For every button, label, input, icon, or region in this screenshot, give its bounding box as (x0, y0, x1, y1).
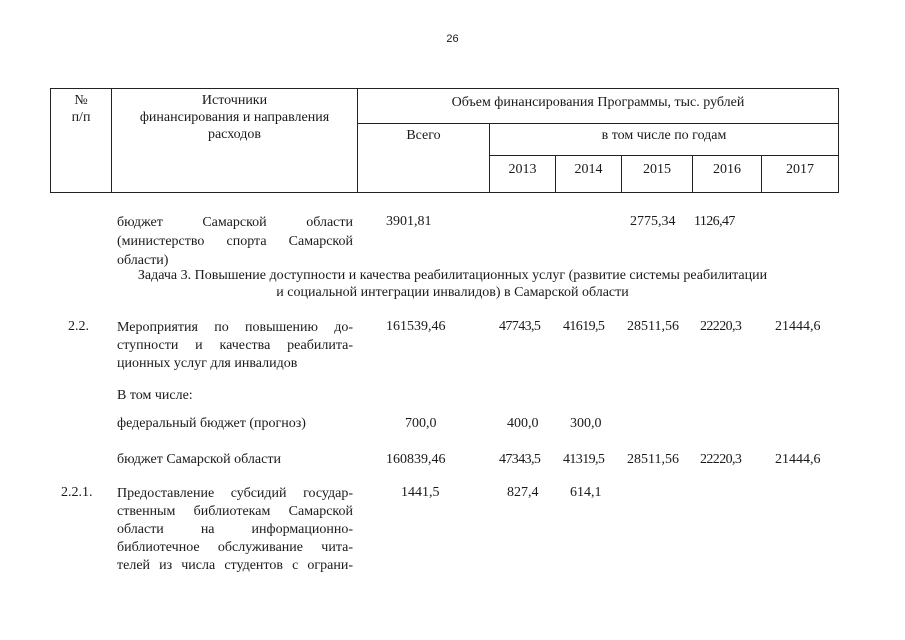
row-total: 1441,5 (401, 485, 440, 500)
row-label-line: ственным библиотекам Самарской (117, 504, 353, 519)
row-label-line: области) (117, 253, 169, 268)
task-heading-line: Задача 3. Повышение доступности и качества реабилитационных услуг (развитие системы реабилитации (137, 268, 768, 283)
row-value-2014: 41319,5 (563, 452, 605, 467)
row-value-2017: 21444,6 (775, 319, 821, 334)
header-year-2016: 2016 (713, 162, 741, 177)
row-number: 2.2. (68, 319, 89, 334)
row-label-line: Мероприятия по повышению до- (117, 320, 353, 335)
row-label-line: библиотечное обслуживание чита- (117, 540, 353, 555)
header-col-no-line: № (74, 93, 88, 108)
row-value-2014: 300,0 (570, 416, 602, 431)
row-value-2015: 2775,34 (630, 214, 676, 229)
header-year-2015: 2015 (643, 162, 671, 177)
row-label-line: (министерство спорта Самарской (117, 234, 353, 249)
header-col-total: Всего (406, 128, 441, 143)
task-heading-line: и социальной интеграции инвалидов) в Самарской области (276, 285, 629, 300)
row-value-2013: 47343,5 (499, 452, 541, 467)
header-year-2017: 2017 (786, 162, 814, 177)
row-value-2016: 22220,3 (700, 319, 742, 334)
row-total: 161539,46 (386, 319, 446, 334)
row-value-2015: 28511,56 (627, 452, 679, 467)
row-label-line: ционных услуг для инвалидов (117, 356, 298, 371)
page-number: 26 (446, 33, 459, 45)
row-value-2015: 28511,56 (627, 319, 679, 334)
row-label-line: области на информационно- (117, 522, 353, 537)
row-total: 160839,46 (386, 452, 446, 467)
header-col-volume: Объем финансирования Программы, тыс. рублей (451, 95, 745, 110)
header-col-source-line: Источники (201, 93, 268, 108)
row-label-line: Предоставление субсидий государ- (117, 486, 353, 501)
row-value-2016: 1126,47 (694, 214, 735, 229)
row-label: бюджет Самарской области (117, 452, 281, 467)
row-label-line: телей из числа студентов с ограни- (117, 558, 353, 573)
row-total: 700,0 (405, 416, 437, 431)
row-value-2017: 21444,6 (775, 452, 821, 467)
row-value-2014: 614,1 (570, 485, 602, 500)
header-col-no (51, 92, 111, 126)
row-label-line: бюджет Самарской области (117, 215, 353, 230)
header-col-source-line: расходов (207, 127, 262, 142)
row-value-2014: 41619,5 (563, 319, 605, 334)
row-label: федеральный бюджет (прогноз) (117, 416, 306, 431)
header-col-by-years: в том числе по годам (601, 128, 727, 143)
row-label-line: ступности и качества реабилита- (117, 338, 353, 353)
row-value-2013: 400,0 (507, 416, 539, 431)
header-col-source-line: финансирования и направления (139, 110, 330, 125)
header-col-source (112, 92, 357, 143)
row-value-2013: 827,4 (507, 485, 539, 500)
row-total: 3901,81 (386, 214, 432, 229)
row-number: 2.2.1. (61, 485, 93, 500)
row-value-2013: 47743,5 (499, 319, 541, 334)
header-year-2014: 2014 (574, 162, 603, 177)
header-year-2013: 2013 (508, 162, 537, 177)
including-label: В том числе: (117, 388, 193, 403)
header-col-no-line: п/п (71, 110, 91, 125)
row-value-2016: 22220,3 (700, 452, 742, 467)
